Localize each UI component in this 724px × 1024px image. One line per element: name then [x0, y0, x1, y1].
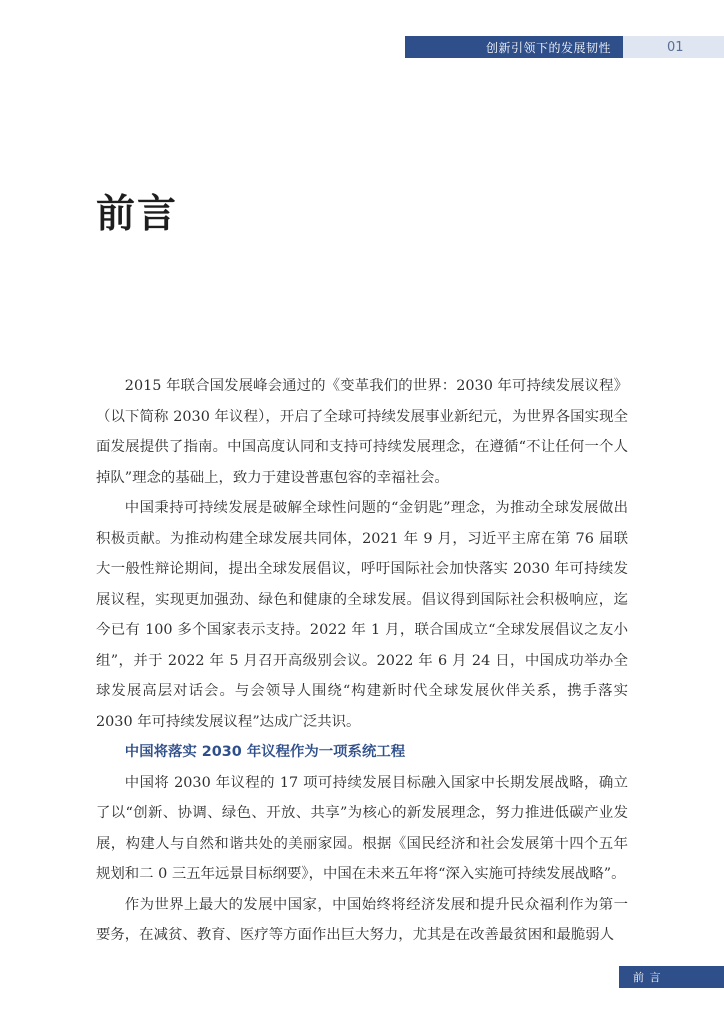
header-title: 创新引领下的发展韧性	[405, 36, 623, 58]
body-text	[96, 371, 628, 951]
section-subheading: 中国将落实 2030 年议程作为一项系统工程	[124, 744, 406, 760]
paragraph: 中国将 2030 年议程的 17 项可持续发展目标融入国家中长期发展战略，确立了以“创新、协调、绿色、开放、共享”为核心的新发展理念，努力推进低碳产业发展，构建人与自然和谐共处的美丽家园。根据《国民经济和社会发展第十四个五年规划和二 0 三五年远景目标纲要》，中国在未来五年将“深入实施可持续发展战略”。	[96, 774, 628, 882]
footer-section-label: 前 言	[619, 966, 724, 988]
running-header	[405, 36, 724, 58]
paragraph: 2015 年联合国发展峰会通过的《变革我们的世界：2030 年可持续发展议程》（以下简称 2030 年议程），开启了全球可持续发展事业新纪元，为世界各国实现全面发展提供了指南。中国高度认同和支持可持续发展理念，在遵循“不让任何一个人掉队”理念的基础上，致力于建设普惠包容的幸福社会。	[96, 378, 628, 486]
page-title: 前言	[96, 192, 179, 237]
page-number: 01	[623, 36, 724, 58]
paragraph: 中国秉持可持续发展是破解全球性问题的“金钥匙”理念，为推动全球发展做出积极贡献。为推动构建全球发展共同体，2021 年 9 月，习近平主席在第 76 届联大一般性辩论期间，提出全球发展倡议，呼吁国际社会加快落实 2030 年可持续发展议程，实现更加强劲、绿色和健康的全球发展。倡议得到国际社会积极响应，迄今已有 100 多个国家表示支持。2022 年 1 月，联合国成立“全球发展倡议之友小组”，并于 2022 年 5 月召开高级别会议。2022 年 6 月 24 日，中国成功举办全球发展高层对话会。与会领导人围绕“构建新时代全球发展伙伴关系，携手落实 2030 年可持续发展议程”达成广泛共识。	[96, 500, 628, 730]
paragraph: 作为世界上最大的发展中国家，中国始终将经济发展和提升民众福利作为第一要务，在减贫、教育、医疗等方面作出巨大努力，尤其是在改善最贫困和最脆弱人	[96, 896, 628, 943]
